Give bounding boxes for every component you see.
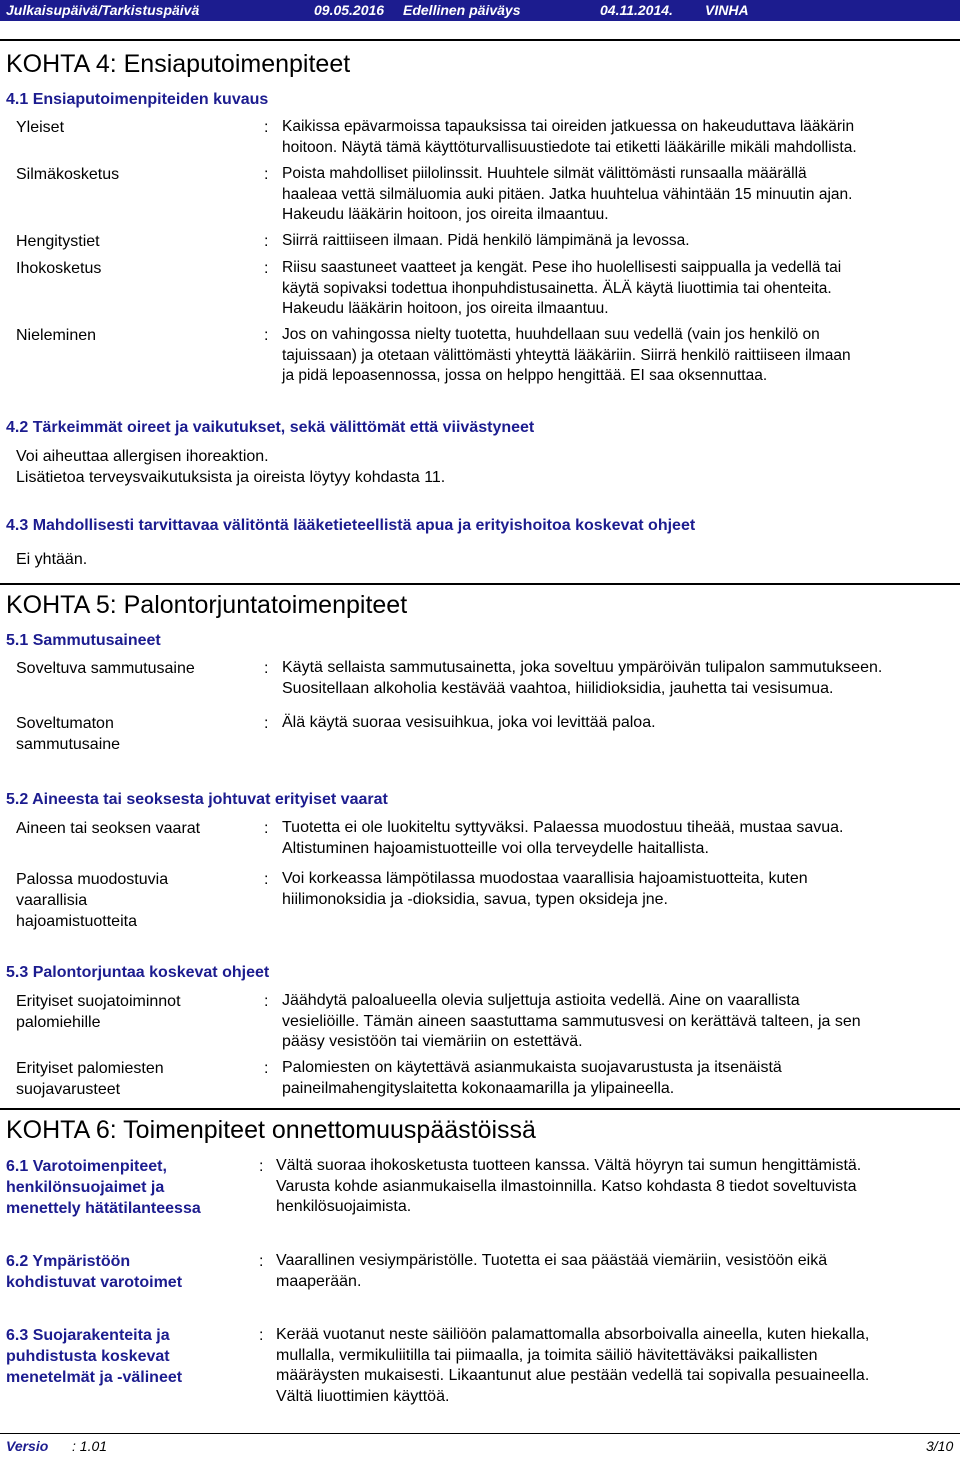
row-text-line: Jos on vahingossa nielty tuotetta, huuhdellaan suu vedellä (vain jos henkilö on: [282, 326, 820, 343]
row-label: suojavarusteet: [16, 1081, 121, 1098]
page-number: 3/10: [926, 1438, 954, 1454]
previous-date-value: 04.11.2014.: [600, 2, 673, 18]
row-label: kohdistuvat varotoimet: [6, 1274, 183, 1291]
row-text: [282, 164, 852, 226]
symptoms-line-2: Lisätietoa terveysvaikutuksista ja oireista löytyy kohdasta 11.: [16, 469, 446, 486]
subsection-4-1-title: 4.1 Ensiaputoimenpiteiden kuvaus: [6, 91, 269, 108]
row-text: [282, 713, 656, 734]
row-text-line: Käytä sellaista sammutusainetta, joka soveltuu ympäröivän tulipalon sammutukseen.: [282, 659, 883, 676]
row-text-line: Voi korkeassa lämpötilassa muodostaa vaarallisia hajoamistuotteita, kuten: [282, 870, 808, 887]
version-value: : 1.01: [72, 1438, 108, 1454]
row-text-line: Poista mahdolliset piilolinssit. Huuhtele silmät välittömästi runsaalla määrällä: [282, 165, 807, 182]
row-colon: :: [264, 260, 269, 277]
row-text-line: Tuotetta ei ole luokiteltu syttyväksi. Palaessa muodostuu tiheää, mustaa savua.: [282, 819, 844, 836]
row-label: Silmäkosketus: [16, 166, 120, 183]
row-text-line: Älä käytä suoraa vesisuihkua, joka voi levittää paloa.: [282, 714, 656, 731]
row-text-line: Hakeudu lääkärin hoitoon, jos oireita ilmaantuu.: [282, 300, 609, 318]
status-label: VINHA: [705, 2, 749, 18]
row-label: Nieleminen: [16, 327, 97, 344]
document-footer: [0, 1433, 960, 1458]
row-label: menetelmät ja -välineet: [6, 1369, 183, 1386]
row-colon: :: [264, 166, 269, 183]
row-text: [282, 117, 857, 158]
subsection-5-1-title: 5.1 Sammutusaineet: [6, 632, 161, 649]
row-text-line: Varusta kohde asianmukaisella ilmastoinnilla. Katso kohdasta 8 tiedot soveltuvista: [276, 1177, 857, 1195]
row-text-line: tajuissaan) ja otetaan välittömästi yhteyttä lääkäriin. Siirrä henkilö raittiiseen ilmaan: [282, 346, 851, 364]
row-colon: :: [259, 1253, 264, 1270]
row-text-line: määräysten mukaisesti. Likaantunut alue pestään vedellä tai sopivalla pesuaineella.: [276, 1367, 870, 1385]
row-text-line: Kerää vuotanut neste säiliöön palamattomalla absorboivalla aineella, kuten hiekalla,: [276, 1326, 870, 1343]
subsection-4-3-title: 4.3 Mahdollisesti tarvittavaa välitöntä lääketieteellistä apua ja erityishoitoa koskevat ohjeet: [6, 517, 696, 534]
row-text: [282, 818, 844, 859]
row-text-line: Riisu saastuneet vaatteet ja kengät. Pese iho huolellisesti saippualla ja vedellä tai: [282, 259, 842, 276]
row-text-line: haaleaa vettä silmäluomia auki pitäen. Jatka huuhtelua vähintään 15 minuutin ajan.: [282, 185, 853, 203]
row-label: Soveltuva sammutusaine: [16, 660, 195, 677]
section-divider: [0, 583, 960, 585]
row-label: 6.1 Varotoimenpiteet,: [6, 1158, 167, 1175]
row-text: [282, 869, 808, 910]
row-text-line: pääsy vesistöön tai viemäriin on estettävä.: [282, 1033, 583, 1051]
row-text-line: hoitoon. Näytä tämä käyttöturvallisuustiedote tai etiketti lääkärille mikäli mahdollista.: [282, 138, 857, 156]
document-header-bar: [0, 0, 960, 21]
row-text: [282, 258, 841, 320]
row-colon: :: [264, 871, 269, 888]
row-text-line: mullalla, vermikuliitilla tai piimaalla, ja toimita säiliö hävitettäväksi paikallisten: [276, 1346, 818, 1364]
row-label: puhdistusta koskevat: [6, 1348, 170, 1365]
row-label: menettely hätätilanteessa: [6, 1200, 201, 1217]
section-divider: [0, 1108, 960, 1110]
row-colon: :: [264, 119, 269, 136]
row-text: [276, 1156, 861, 1218]
section-6-title: KOHTA 6: Toimenpiteet onnettomuuspäästöissä: [6, 1116, 536, 1144]
row-label: 6.3 Suojarakenteita ja: [6, 1327, 170, 1344]
row-text-line: henkilösuojaimista.: [276, 1198, 412, 1216]
row-label: vaarallisia: [16, 892, 88, 909]
row-label: Hengitystiet: [16, 233, 100, 250]
row-text-line: Vältä liuottimien käyttöä.: [276, 1387, 450, 1405]
row-colon: :: [264, 715, 269, 732]
row-label: sammutusaine: [16, 736, 121, 753]
row-text-line: paineilmahengityslaitetta kokonaamarilla ja ylipaineella.: [282, 1079, 675, 1097]
row-text: [282, 658, 882, 699]
row-label: hajoamistuotteita: [16, 913, 137, 930]
subsection-5-3-title: 5.3 Palontorjuntaa koskevat ohjeet: [6, 964, 270, 981]
revision-date-value: 09.05.2016: [314, 2, 385, 18]
row-label: Aineen tai seoksen vaarat: [16, 820, 201, 837]
row-text-line: Hakeudu lääkärin hoitoon, jos oireita ilmaantuu.: [282, 206, 609, 224]
version-label: Versio: [6, 1438, 49, 1454]
row-label: Ihokosketus: [16, 260, 102, 277]
row-text: [282, 231, 690, 252]
row-label: Soveltumaton: [16, 715, 114, 732]
row-text-line: vesieliöille. Tämän aineen saastuttama sammutusvesi on kerättävä talteen, ja sen: [282, 1012, 861, 1030]
row-text-line: Siirrä raittiiseen ilmaan. Pidä henkilö lämpimänä ja levossa.: [282, 232, 690, 249]
row-colon: :: [264, 233, 269, 250]
row-text: [282, 325, 851, 387]
row-colon: :: [264, 1060, 269, 1077]
row-text: [282, 1058, 782, 1099]
row-text-line: ja pidä lepoasennossa, jossa on helppo hengittää. EI saa oksennuttaa.: [282, 367, 768, 385]
row-text-line: hiilimonoksidia ja -dioksidia, savua, typen oksideja jne.: [282, 890, 668, 908]
row-colon: :: [259, 1327, 264, 1344]
row-label: Palossa muodostuvia: [16, 871, 169, 888]
section-4-title: KOHTA 4: Ensiaputoimenpiteet: [6, 50, 351, 78]
row-colon: :: [264, 327, 269, 344]
row-text-line: Altistuminen hajoamistuotteille voi olla terveydelle haitallista.: [282, 839, 709, 857]
row-text: [276, 1325, 869, 1407]
previous-date-label: Edellinen päiväys: [403, 2, 521, 18]
row-colon: :: [264, 820, 269, 837]
subsection-5-2-title: 5.2 Aineesta tai seoksesta johtuvat erityiset vaarat: [6, 791, 388, 808]
revision-date-label: Julkaisupäivä/Tarkistuspäivä: [6, 2, 200, 18]
row-label: Erityiset suojatoiminnot: [16, 993, 181, 1010]
row-label: 6.2 Ympäristöön: [6, 1253, 131, 1270]
section-5-title: KOHTA 5: Palontorjuntatoimenpiteet: [6, 591, 408, 619]
row-text-line: Vältä suoraa ihokosketusta tuotteen kanssa. Vältä höyryn tai sumun hengittämistä.: [276, 1157, 862, 1174]
subsection-4-2-title: 4.2 Tärkeimmät oireet ja vaikutukset, sekä välittömät että viivästyneet: [6, 419, 535, 436]
symptoms-line-1: Voi aiheuttaa allergisen ihoreaktion.: [16, 448, 269, 465]
row-colon: :: [264, 993, 269, 1010]
row-text: [282, 991, 861, 1053]
medical-attention-text: Ei yhtään.: [16, 551, 88, 568]
row-label: henkilönsuojaimet ja: [6, 1179, 165, 1196]
row-label: palomiehille: [16, 1014, 101, 1031]
row-text-line: Palomiesten on käytettävä asianmukaista suojavarustusta ja itsenäistä: [282, 1059, 782, 1076]
row-colon: :: [259, 1158, 264, 1175]
row-text-line: maaperään.: [276, 1272, 362, 1290]
row-text: [276, 1251, 827, 1292]
row-text-line: Suositellaan alkoholia kestävää vaahtoa, hiilidioksidia, jauhetta tai vesisumua.: [282, 679, 834, 697]
row-text-line: Kaikissa epävarmoissa tapauksissa tai oireiden jatkuessa on hakeuduttava lääkärin: [282, 118, 855, 135]
section-divider: [0, 39, 960, 41]
row-text-line: käytä sopivaksi todettua ihonpuhdistusainetta. ÄLÄ käytä liuottimia tai ohenteita.: [282, 279, 832, 297]
row-colon: :: [264, 660, 269, 677]
row-text-line: Jäähdytä paloalueella olevia suljettuja astioita vedellä. Aine on vaarallista: [282, 992, 800, 1009]
row-label: Yleiset: [16, 119, 65, 136]
row-label: Erityiset palomiesten: [16, 1060, 164, 1077]
row-text-line: Vaarallinen vesiympäristölle. Tuotetta ei saa päästää viemäriin, vesistöön eikä: [276, 1252, 828, 1269]
